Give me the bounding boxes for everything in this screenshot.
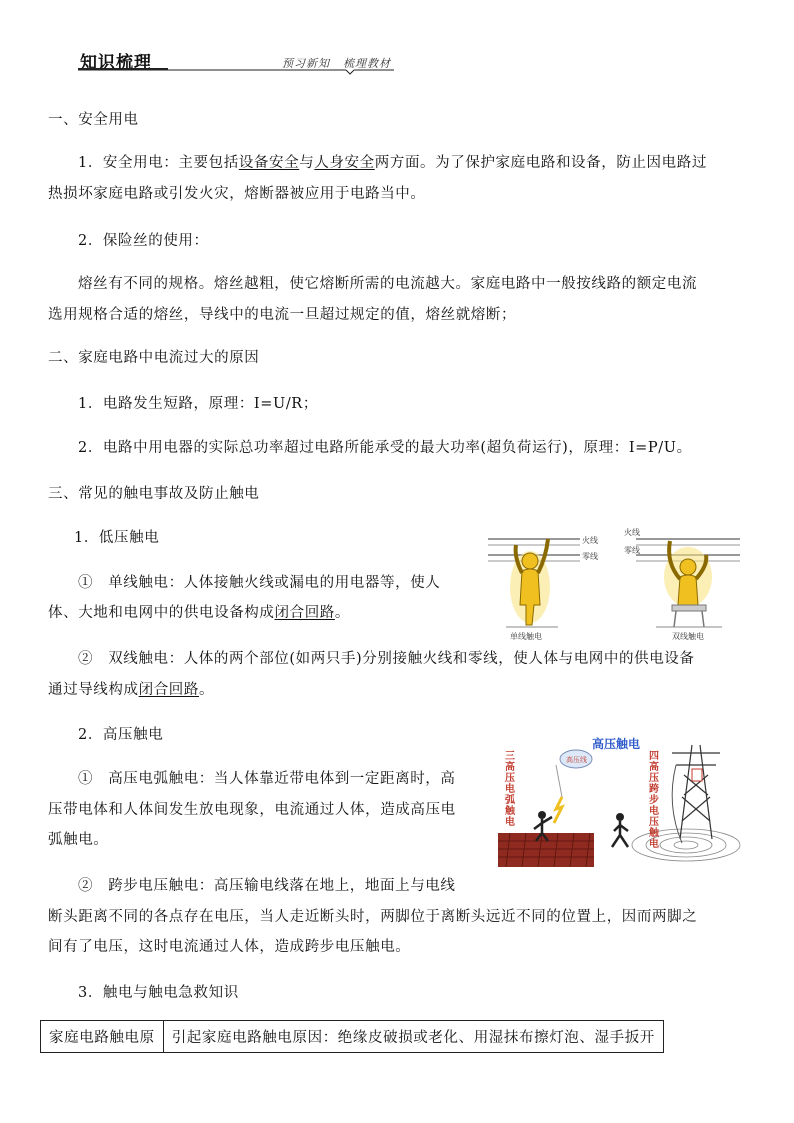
high-voltage-figure	[496, 735, 742, 869]
section3-title: 三、常见的触电事故及防止触电	[48, 486, 260, 502]
low-voltage-figure	[486, 525, 742, 645]
fire-wire-label-left: 火线	[582, 536, 598, 545]
fire-wire-label-right: 火线	[624, 528, 640, 537]
item1-mid: 与	[299, 155, 315, 171]
arc-shock-line1: ① 高压电弧触电：当人体靠近带电体到一定距离时，高	[78, 771, 456, 787]
header-subtitle-left: 预习新知	[282, 57, 330, 70]
single-line2-prefix: 体、大地和电网中的供电设备构成	[48, 605, 275, 621]
caption-double-line: 双线触电	[672, 632, 704, 641]
step-shock-line2: 断头距离不同的各点存在电压，当人走近断头时，两脚位于离断头远近不同的位置上，因而两脚之	[48, 909, 698, 925]
double-line2-prefix: 通过导线构成	[48, 682, 139, 698]
term-closed-loop-1: 闭合回路	[274, 605, 335, 621]
double-line-shock-line1: ② 双线触电：人体的两个部位(如两只手)分别接触火线和零线，使人体与电网中的供电设备	[78, 651, 695, 667]
table-cell-category: 家庭电路触电原	[41, 1021, 164, 1053]
cloud-label: 高压线	[566, 756, 587, 764]
section2-title: 二、家庭电路中电流过大的原因	[48, 350, 260, 366]
high-voltage-figure-title: 高压触电	[592, 737, 641, 751]
low-voltage-illustration	[486, 525, 742, 645]
step-shock-line1: ② 跨步电压触电：高压输电线落在地上，地面上与电线	[78, 878, 456, 894]
term-closed-loop-2: 闭合回路	[138, 682, 200, 698]
caption-single-line: 单线触电	[510, 632, 542, 641]
section1-item1-line1	[78, 153, 707, 173]
arc-shock-line2: 压带电体和人体间发生放电现象，电流通过人体，造成高压电	[48, 802, 456, 818]
shock-knowledge-table	[40, 1020, 664, 1053]
header-subtitle-right: 梳理教材	[343, 57, 391, 70]
single-line-shock-line1: ① 单线触电：人体接触火线或漏电的用电器等，使人	[78, 575, 441, 591]
section1-item2-title: 2．保险丝的使用：	[78, 233, 209, 249]
section1-item2-line1: 熔丝有不同的规格。熔丝越粗，使它熔断所需的电流越大。家庭电路中一般按线路的额定电流	[78, 276, 698, 292]
rescue-title: 3．触电与触电急救知识	[78, 985, 239, 1001]
section1-item1-line2: 热损坏家庭电路或引发火灾，熔断器被应用于电路当中。	[48, 186, 426, 202]
section-header-title: 知识梳理	[80, 53, 152, 73]
section1-title: 一、安全用电	[48, 112, 139, 128]
step-shock-vertical-label: 四高压跨步电压触电	[649, 751, 659, 850]
high-voltage-title: 2．高压触电	[78, 727, 164, 743]
high-voltage-illustration	[496, 735, 742, 869]
zero-wire-label-left: 零线	[582, 552, 598, 561]
low-voltage-title: 1．低压触电	[74, 530, 160, 546]
single-line-shock-line2	[48, 603, 350, 623]
double-line2-suffix: 。	[199, 682, 215, 698]
zero-wire-label-right: 零线	[624, 546, 640, 555]
double-line-shock-line2	[48, 680, 214, 700]
single-line2-suffix: 。	[334, 605, 351, 621]
arc-shock-line3: 弧触电。	[48, 832, 109, 848]
step-shock-line3: 间有了电压，这时电流通过人体，造成跨步电压触电。	[48, 939, 411, 955]
table-row	[41, 1021, 664, 1053]
section1-item2-line2: 选用规格合适的熔丝，导线中的电流一旦超过规定的值，熔丝就熔断；	[48, 307, 517, 323]
table-cell-causes: 引起家庭电路触电原因：绝缘皮破损或老化、用湿抹布擦灯泡、湿手扳开	[163, 1021, 663, 1053]
item1-prefix: 1．安全用电：主要包括	[78, 155, 239, 171]
section2-item2: 2．电路中用电器的实际总功率超过电路所能承受的最大功率(超负荷运行)，原理：I=P/U。	[78, 440, 692, 456]
term-equipment-safety: 设备安全	[238, 155, 300, 171]
page-header	[78, 46, 394, 76]
item1-suffix: 两方面。为了保护家庭电路和设备，防止因电路过	[374, 155, 707, 171]
arc-shock-vertical-label: 三高压电弧触电	[505, 751, 515, 828]
section2-item1: 1．电路发生短路，原理：I=U/R；	[78, 396, 318, 412]
term-personal-safety: 人身安全	[314, 155, 375, 171]
header-rule	[78, 68, 394, 76]
